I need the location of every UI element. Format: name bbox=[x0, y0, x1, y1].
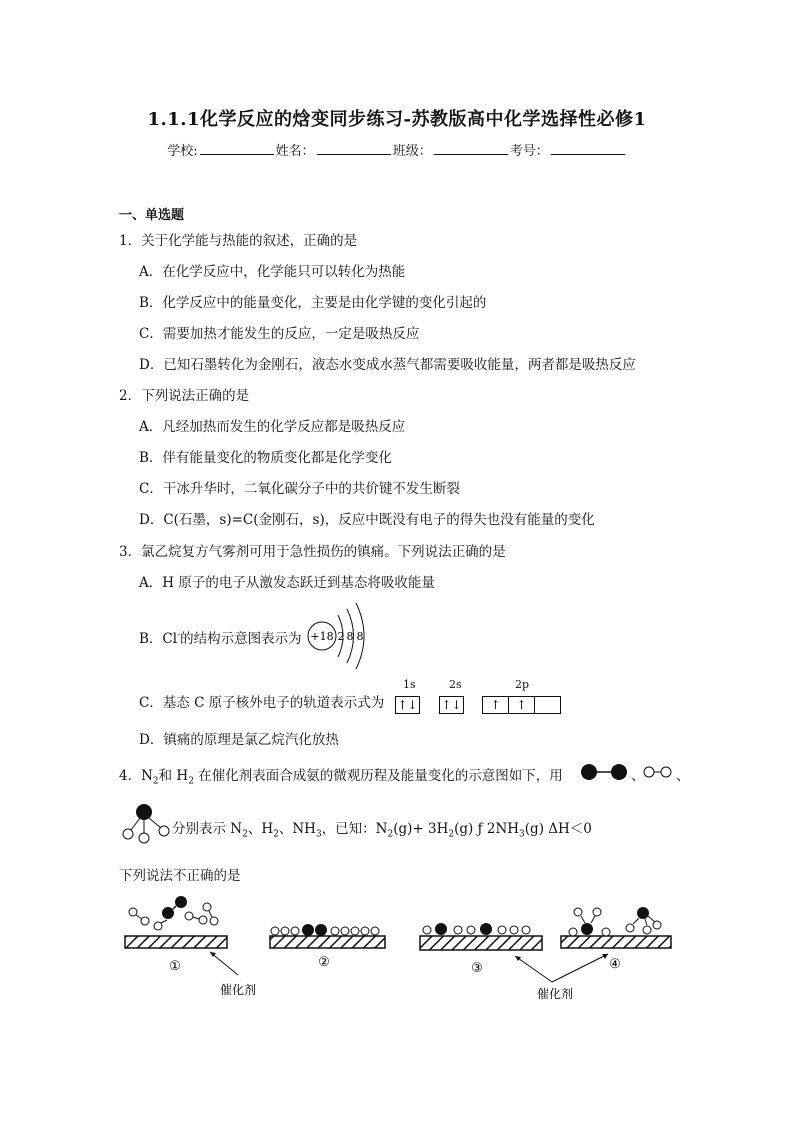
question-2-option-c: C．干冰升华时，二氧化碳分子中的共价键不发生断裂 bbox=[139, 481, 460, 497]
exam-label: 考号： bbox=[509, 144, 549, 159]
question-3-stem: 3．氯乙烷复方气雾剂可用于急性损伤的镇痛。下列说法正确的是 bbox=[119, 544, 506, 560]
stage-3 bbox=[420, 923, 542, 976]
stage-1-label: ① bbox=[169, 959, 181, 974]
orbital-label-2s: 2s bbox=[449, 678, 462, 691]
question-1-option-c: C．需要加热才能发生的反应，一定是吸热反应 bbox=[139, 326, 420, 342]
class-blank[interactable] bbox=[434, 142, 508, 155]
stage-2-label: ② bbox=[318, 955, 330, 970]
orbital-label-2p: 2p bbox=[515, 678, 530, 691]
legend-text-a: 分别表示 N bbox=[172, 821, 243, 837]
option-b-text: B．Cl bbox=[139, 631, 178, 647]
legend-sub-h: 2 bbox=[387, 829, 394, 840]
legend-text-i: (g)+ 3H bbox=[393, 821, 449, 837]
legend-text-k: (g) ƒ 2NH bbox=[454, 821, 520, 837]
stem-text-a: 4．N bbox=[119, 768, 153, 784]
question-3-option-d: D．镇痛的原理是氯乙烷汽化放热 bbox=[139, 732, 339, 748]
shell-electrons-3: 8 bbox=[356, 630, 364, 643]
orbital-label-1s: 1s bbox=[403, 678, 416, 691]
stage-3-label: ③ bbox=[471, 961, 483, 976]
catalyst-annotation-2 bbox=[515, 954, 608, 1001]
question-1-option-d: D．已知石墨转化为金刚石，液态水变成水蒸气都需要吸收能量，两者都是吸热反应 bbox=[139, 357, 636, 373]
question-3-option-a: A．H 原子的电子从激发态跃迁到基态将吸收能量 bbox=[139, 575, 435, 591]
question-4-legend-line bbox=[172, 817, 592, 840]
stage-2 bbox=[270, 924, 385, 970]
question-2-stem: 2．下列说法正确的是 bbox=[119, 388, 250, 404]
question-1-option-b: B．化学反应中的能量变化，主要是由化学键的变化引起的 bbox=[139, 295, 487, 311]
legend-sub-d: 2 bbox=[273, 829, 279, 840]
orbital-box-2p: ↑ ↑ bbox=[482, 696, 561, 714]
question-2-option-b: B．伴有能量变化的物质变化都是化学变化 bbox=[139, 450, 392, 466]
name-label: 姓名： bbox=[275, 144, 315, 159]
legend-text-c: 、H bbox=[247, 821, 274, 837]
option-b-suffix: 的结构示意图表示为 bbox=[180, 631, 302, 647]
question-4-stem bbox=[119, 764, 563, 787]
legend-text-e: 、NH bbox=[278, 821, 316, 837]
legend-sub-j: 2 bbox=[448, 829, 455, 840]
section-heading: 一、单选题 bbox=[119, 208, 185, 223]
school-blank[interactable] bbox=[200, 142, 274, 155]
question-4-ask: 下列说法不正确的是 bbox=[119, 868, 241, 884]
legend-text-m: (g) ΔH＜0 bbox=[524, 821, 592, 837]
stem-sub-b: 2 bbox=[152, 776, 159, 787]
legend-sub-f: 3 bbox=[315, 829, 322, 840]
legend-sub-b: 2 bbox=[242, 829, 248, 840]
name-blank[interactable] bbox=[317, 142, 391, 155]
orbital-box-1s: ↑↓ bbox=[395, 696, 420, 714]
exam-blank[interactable] bbox=[551, 142, 625, 155]
legend-text-g: ，已知：N bbox=[321, 821, 388, 837]
stem-text-e: 在催化剂表面合成氨的微观历程及能量变化的示意图如下，用 bbox=[193, 768, 563, 784]
nucleus-charge: +18 bbox=[310, 630, 334, 643]
stem-text-c: 和 H bbox=[158, 768, 189, 784]
question-2-option-d: D．C(石墨，s)=C(金刚石，s)，反应中既没有电子的得失也没有能量的变化 bbox=[139, 512, 595, 528]
h2-molecule-symbol bbox=[643, 765, 673, 779]
catalyst-label-2: 催化剂 bbox=[536, 987, 574, 1001]
separator-2: 、 bbox=[676, 768, 690, 784]
student-info-line bbox=[0, 140, 794, 159]
question-1-stem: 1．关于化学能与热能的叙述，正确的是 bbox=[119, 233, 358, 249]
stem-sub-d: 2 bbox=[188, 776, 194, 787]
stage-1 bbox=[125, 896, 227, 974]
question-3-option-b bbox=[139, 627, 302, 647]
chloride-charge: - bbox=[177, 630, 181, 641]
question-2-option-a: A．凡经加热而发生的化学反应都是吸热反应 bbox=[139, 419, 406, 435]
chloride-structure-diagram bbox=[300, 603, 380, 673]
question-3-option-c: C．基态 C 原子核外电子的轨道表示式为 bbox=[139, 695, 385, 711]
nh3-molecule-symbol bbox=[119, 800, 171, 844]
question-1-option-a: A．在化学反应中，化学能只可以转化为热能 bbox=[139, 264, 406, 280]
catalyst-annotation-1 bbox=[210, 952, 256, 997]
catalysis-process-figure bbox=[115, 890, 695, 1010]
shell-electrons-1: 2 bbox=[337, 630, 345, 643]
document-title: 1.1.1化学反应的焓变同步练习-苏教版高中化学选择性必修1 bbox=[147, 109, 647, 130]
stage-4-label: ④ bbox=[609, 957, 621, 972]
school-label: 学校: bbox=[167, 144, 198, 159]
class-label: 班级： bbox=[392, 144, 432, 159]
catalyst-label-1: 催化剂 bbox=[219, 983, 257, 997]
separator-1: 、 bbox=[631, 768, 645, 784]
shell-electrons-2: 8 bbox=[346, 630, 354, 643]
orbital-box-2s: ↑↓ bbox=[439, 696, 464, 714]
legend-sub-l: 3 bbox=[519, 829, 525, 840]
stage-4 bbox=[561, 907, 671, 972]
n2-molecule-symbol bbox=[580, 762, 628, 782]
